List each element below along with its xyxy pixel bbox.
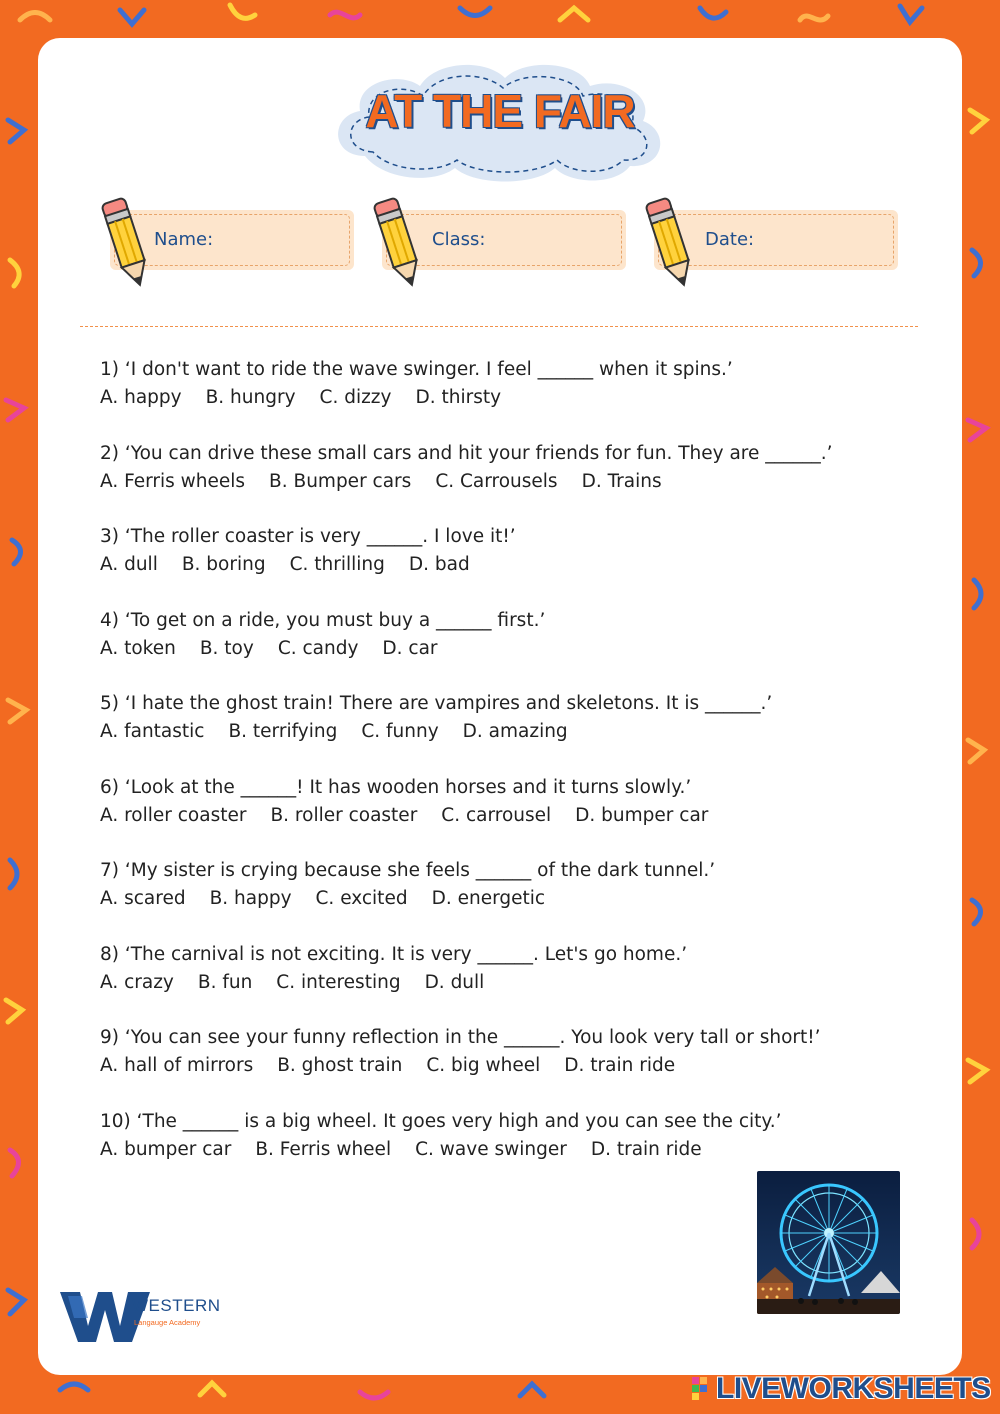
question-item <box>100 607 950 663</box>
answer-options <box>100 635 950 663</box>
answer-option[interactable]: D. thirsty <box>415 387 502 408</box>
answer-options <box>100 1052 950 1080</box>
answer-option[interactable]: B. ghost train <box>277 1055 403 1076</box>
answer-option[interactable]: D. energetic <box>431 888 546 909</box>
question-item <box>100 356 950 412</box>
answer-option[interactable]: C. big wheel <box>426 1055 541 1076</box>
answer-option[interactable]: B. terrifying <box>228 721 338 742</box>
answer-option[interactable]: D. train ride <box>590 1138 702 1160</box>
answer-option[interactable]: B. happy <box>209 888 292 909</box>
worksheet-title: AT THE FAIR <box>365 85 635 137</box>
answer-options <box>100 802 950 830</box>
ferris-wheel-photo <box>757 1171 900 1314</box>
western-logo-icon <box>58 1286 258 1346</box>
class-label: Class: <box>432 229 486 250</box>
answer-option[interactable]: A. dull <box>100 554 158 575</box>
answer-option[interactable]: A. bumper car <box>100 1138 232 1160</box>
answer-options <box>100 1136 950 1164</box>
question-item <box>100 1108 950 1164</box>
answer-option[interactable]: D. dull <box>424 971 485 993</box>
question-text: 8) ‘The carnival is not exciting. It is very ______. Let's go home.’ <box>100 943 688 965</box>
question-text: 4) ‘To get on a ride, you must buy a ______ first.’ <box>100 609 546 631</box>
answer-option[interactable]: A. Ferris wheels <box>100 470 246 492</box>
section-divider <box>80 326 918 327</box>
answer-option[interactable]: C. excited <box>315 888 408 909</box>
answer-options <box>100 885 950 913</box>
question-text: 7) ‘My sister is crying because she feels ______ of the dark tunnel.’ <box>100 860 716 881</box>
date-label: Date: <box>705 229 755 250</box>
pencil-icon <box>100 193 152 291</box>
question-text: 6) ‘Look at the ______! It has wooden horses and it turns slowly.’ <box>100 776 692 798</box>
answer-option[interactable]: D. bumper car <box>575 804 709 826</box>
question-text: 1) ‘I don't want to ride the wave swinger. I feel ______ when it spins.’ <box>100 359 733 380</box>
question-item <box>100 690 950 746</box>
answer-option[interactable]: B. Ferris wheel <box>255 1138 392 1160</box>
answer-option[interactable]: D. bad <box>408 554 470 575</box>
question-text: 5) ‘I hate the ghost train! There are vampires and skeletons. It is ______.’ <box>100 693 773 714</box>
question-text: 9) ‘You can see your funny reflection in the ______. You look very tall or short!’ <box>100 1027 821 1048</box>
question-list <box>100 356 950 1191</box>
watermark-text: LIVEWORKSHEETS <box>716 1372 991 1405</box>
answer-option[interactable]: C. wave swinger <box>415 1138 567 1160</box>
answer-options <box>100 718 950 746</box>
question-item <box>100 857 950 913</box>
question-text: 10) ‘The ______ is a big wheel. It goes very high and you can see the city.’ <box>100 1110 782 1132</box>
question-text: 3) ‘The roller coaster is very ______. I love it!’ <box>100 526 516 547</box>
question-item <box>100 774 950 830</box>
answer-option[interactable]: A. token <box>100 637 176 659</box>
question-item <box>100 523 950 579</box>
answer-option[interactable]: C. funny <box>361 721 439 742</box>
pencil-icon <box>372 193 424 291</box>
question-item <box>100 941 950 997</box>
name-label: Name: <box>154 229 214 250</box>
answer-option[interactable]: A. crazy <box>100 971 174 993</box>
answer-option[interactable]: C. thrilling <box>289 554 385 575</box>
answer-option[interactable]: C. carrousel <box>441 804 552 826</box>
answer-options <box>100 468 950 496</box>
answer-option[interactable]: C. dizzy <box>319 387 392 408</box>
question-item <box>100 1024 950 1080</box>
answer-option[interactable]: B. hungry <box>205 387 296 408</box>
worksheet-page <box>38 38 962 1375</box>
answer-options <box>100 384 950 412</box>
answer-option[interactable]: A. happy <box>100 387 182 408</box>
answer-option[interactable]: B. boring <box>181 554 266 575</box>
answer-option[interactable]: D. train ride <box>564 1055 676 1076</box>
answer-options <box>100 551 950 579</box>
pencil-icon <box>644 193 696 291</box>
question-text: 2) ‘You can drive these small cars and hit your friends for fun. They are ______.’ <box>100 442 833 464</box>
answer-option[interactable]: D. Trains <box>581 470 662 492</box>
answer-option[interactable]: B. Bumper cars <box>269 470 412 492</box>
answer-option[interactable]: C. Carrousels <box>435 470 558 492</box>
answer-option[interactable]: C. candy <box>277 637 359 659</box>
answer-option[interactable]: B. roller coaster <box>270 804 418 826</box>
answer-option[interactable]: B. fun <box>197 971 253 993</box>
answer-option[interactable]: A. hall of mirrors <box>100 1055 254 1076</box>
answer-option[interactable]: D. car <box>382 637 438 659</box>
answer-option[interactable]: C. interesting <box>276 971 401 993</box>
answer-options <box>100 969 950 997</box>
answer-option[interactable]: A. scared <box>100 888 186 909</box>
answer-option[interactable]: A. roller coaster <box>100 804 247 826</box>
logo-subtitle: Langauge Academy <box>134 1318 201 1327</box>
answer-option[interactable]: A. fantastic <box>100 721 205 742</box>
question-item <box>100 440 950 496</box>
logo-name: WESTERN <box>132 1296 221 1315</box>
answer-option[interactable]: B. toy <box>199 637 254 659</box>
answer-option[interactable]: D. amazing <box>462 721 568 742</box>
